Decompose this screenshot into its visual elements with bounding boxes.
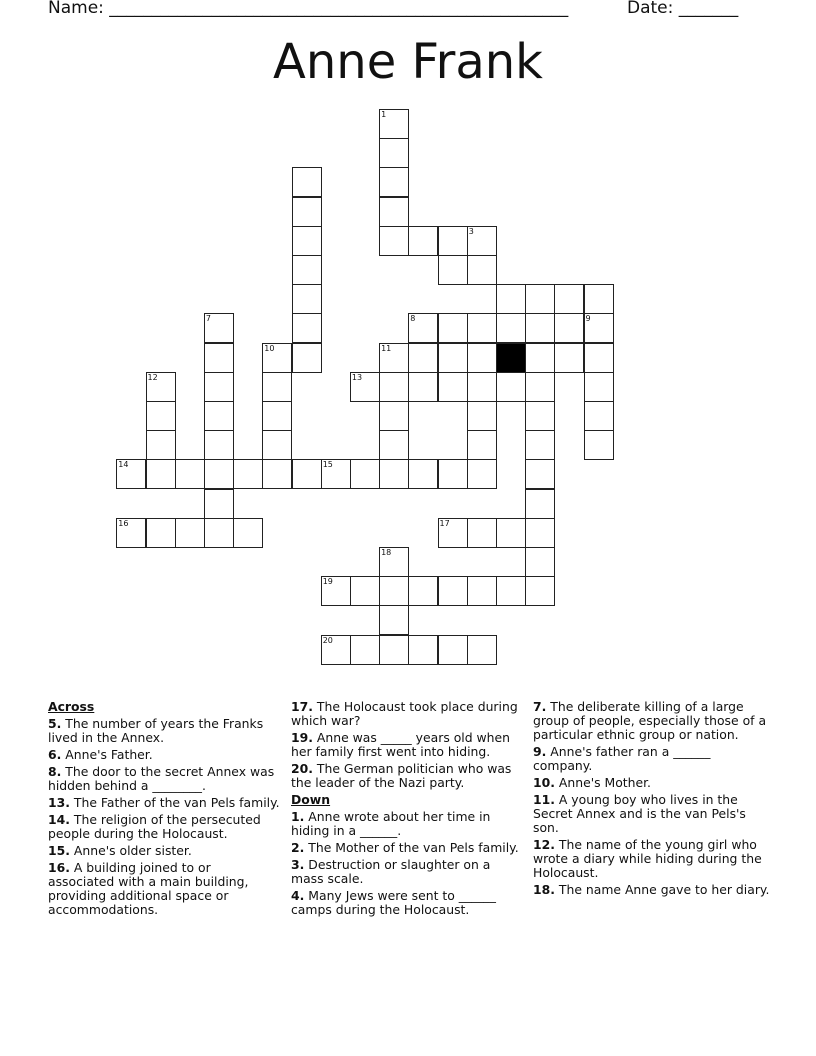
grid-cell[interactable] xyxy=(292,255,322,285)
grid-cell[interactable] xyxy=(467,255,497,285)
grid-cell[interactable] xyxy=(438,518,468,548)
grid-cell[interactable] xyxy=(321,576,351,606)
grid-cell[interactable] xyxy=(146,518,176,548)
clue-item xyxy=(533,793,773,835)
grid-cell[interactable] xyxy=(262,343,292,373)
date-field-label: Date: _______ xyxy=(627,0,739,18)
grid-cell[interactable] xyxy=(467,226,497,256)
clue-text: The door to the secret Annex was hidden behind a ________. xyxy=(48,764,275,793)
down-heading: Down xyxy=(291,792,331,807)
grid-cell[interactable] xyxy=(496,372,526,402)
grid-cell[interactable] xyxy=(379,605,409,635)
clue-number: 6. xyxy=(48,747,62,762)
clue-number-7: 7 xyxy=(205,314,211,324)
grid-cell[interactable] xyxy=(584,284,614,314)
grid-cell[interactable] xyxy=(467,343,497,373)
clue-number: 15. xyxy=(48,843,70,858)
clue-item xyxy=(48,813,280,841)
clue-item xyxy=(291,889,523,917)
clue-text: Destruction or slaughter on a mass scale. xyxy=(291,857,491,886)
grid-cell[interactable] xyxy=(116,459,146,489)
clue-number-11: 11 xyxy=(381,343,392,353)
clue-number-17: 17 xyxy=(439,518,450,528)
grid-cell[interactable] xyxy=(233,459,263,489)
grid-cell[interactable] xyxy=(146,430,176,460)
grid-cell[interactable] xyxy=(408,343,438,373)
grid-cell[interactable] xyxy=(292,197,322,227)
clue-number-12: 12 xyxy=(147,372,158,382)
clue-item xyxy=(291,731,523,759)
clue-number: 18. xyxy=(533,882,555,897)
grid-cell[interactable] xyxy=(525,518,555,548)
clue-item xyxy=(48,796,280,810)
grid-cell[interactable] xyxy=(292,284,322,314)
clue-number-20: 20 xyxy=(322,635,333,645)
clue-number: 8. xyxy=(48,764,62,779)
clue-number-16: 16 xyxy=(118,518,129,528)
clue-number-8: 8 xyxy=(410,314,416,324)
grid-cell[interactable] xyxy=(467,430,497,460)
grid-cell[interactable] xyxy=(146,401,176,431)
clue-number: 7. xyxy=(533,699,547,714)
clue-item xyxy=(291,841,523,855)
clue-text: A young boy who lives in the Secret Annex and is the van Pels's son. xyxy=(533,792,746,835)
grid-cell[interactable] xyxy=(525,343,555,373)
clues-column-2 xyxy=(291,700,523,920)
grid-cell[interactable] xyxy=(262,401,292,431)
grid-cell[interactable] xyxy=(350,372,380,402)
clue-number: 17. xyxy=(291,699,313,714)
grid-cell[interactable] xyxy=(467,459,497,489)
name-field-label: Name: ______________________________________________________ xyxy=(48,0,569,18)
grid-cell[interactable] xyxy=(379,138,409,168)
grid-cell[interactable] xyxy=(204,343,234,373)
grid-cell[interactable] xyxy=(379,635,409,665)
grid-cell[interactable] xyxy=(292,459,322,489)
clue-number: 3. xyxy=(291,857,305,872)
grid-cell[interactable] xyxy=(525,401,555,431)
grid-cell[interactable] xyxy=(438,343,468,373)
clue-text: A building joined to or associated with a main building, providing additional space or accommodations. xyxy=(48,860,249,917)
grid-cell[interactable] xyxy=(379,576,409,606)
page-title: Anne Frank xyxy=(273,34,543,90)
grid-cell[interactable] xyxy=(292,167,322,197)
clue-text: Anne wrote about her time in hiding in a ______. xyxy=(291,809,491,838)
grid-cell[interactable] xyxy=(379,430,409,460)
grid-cell[interactable] xyxy=(146,459,176,489)
down-clue-list xyxy=(291,810,523,917)
grid-cell[interactable] xyxy=(467,635,497,665)
clue-number: 11. xyxy=(533,792,555,807)
grid-cell[interactable] xyxy=(379,197,409,227)
grid-cell[interactable] xyxy=(379,401,409,431)
clue-text: Anne's Mother. xyxy=(554,775,651,790)
clue-text: Anne's father ran a ______ company. xyxy=(533,744,711,773)
grid-cell[interactable] xyxy=(146,372,176,402)
grid-cell[interactable] xyxy=(379,459,409,489)
grid-cell[interactable] xyxy=(554,313,584,343)
clue-item xyxy=(533,776,773,790)
grid-cell[interactable] xyxy=(350,459,380,489)
clue-text: The religion of the persecuted people during the Holocaust. xyxy=(48,812,261,841)
clue-item xyxy=(533,745,773,773)
clue-number: 13. xyxy=(48,795,70,810)
grid-cell[interactable] xyxy=(467,313,497,343)
grid-cell[interactable] xyxy=(584,430,614,460)
clue-text: The deliberate killing of a large group of people, especially those of a particular ethnic group or nation. xyxy=(533,699,767,742)
grid-cell[interactable] xyxy=(204,372,234,402)
grid-cell[interactable] xyxy=(554,284,584,314)
clue-number-18: 18 xyxy=(381,548,392,557)
grid-cell[interactable] xyxy=(525,313,555,343)
clue-number-1: 1 xyxy=(381,110,387,119)
clue-text: The Holocaust took place during which war? xyxy=(291,699,518,728)
grid-cell[interactable] xyxy=(554,343,584,373)
grid-cell[interactable] xyxy=(467,518,497,548)
grid-cell[interactable] xyxy=(262,430,292,460)
grid-cell[interactable] xyxy=(350,635,380,665)
clue-number: 2. xyxy=(291,840,305,855)
clue-number: 4. xyxy=(291,888,305,903)
grid-cell[interactable] xyxy=(467,401,497,431)
grid-cell[interactable] xyxy=(438,372,468,402)
grid-cell[interactable] xyxy=(292,226,322,256)
grid-cell[interactable] xyxy=(408,313,438,343)
grid-cell[interactable] xyxy=(584,401,614,431)
clue-text: The Father of the van Pels family. xyxy=(69,795,280,810)
clue-number: 1. xyxy=(291,809,305,824)
grid-cell[interactable] xyxy=(350,576,380,606)
grid-cell[interactable] xyxy=(233,518,263,548)
grid-cell[interactable] xyxy=(204,518,234,548)
clue-text: The name Anne gave to her diary. xyxy=(554,882,770,897)
clue-number: 16. xyxy=(48,860,70,875)
grid-cell[interactable] xyxy=(584,343,614,373)
grid-cell[interactable] xyxy=(525,372,555,402)
grid-cell[interactable] xyxy=(321,635,351,665)
grid-cell[interactable] xyxy=(467,576,497,606)
clue-number: 12. xyxy=(533,837,555,852)
grid-cell[interactable] xyxy=(584,372,614,402)
grid-cell[interactable] xyxy=(262,459,292,489)
grid-cell[interactable] xyxy=(175,518,205,548)
grid-cell[interactable] xyxy=(379,343,409,373)
clue-item xyxy=(48,844,280,858)
clue-text: The Mother of the van Pels family. xyxy=(304,840,519,855)
grid-cell[interactable] xyxy=(379,226,409,256)
grid-cell[interactable] xyxy=(525,284,555,314)
grid-cell[interactable] xyxy=(496,313,526,343)
grid-cell[interactable] xyxy=(467,372,497,402)
clue-number-15: 15 xyxy=(322,460,333,470)
clue-number: 9. xyxy=(533,744,547,759)
grid-cell[interactable] xyxy=(408,635,438,665)
clues-column-1 xyxy=(48,700,280,920)
grid-cell[interactable] xyxy=(379,109,409,139)
clue-text: Many Jews were sent to ______ camps during the Holocaust. xyxy=(291,888,496,917)
grid-cell[interactable] xyxy=(496,518,526,548)
clue-text: Anne was _____ years old when her family first went into hiding. xyxy=(291,730,510,759)
grid-cell[interactable] xyxy=(204,459,234,489)
grid-cell[interactable] xyxy=(438,576,468,606)
clue-item xyxy=(48,748,280,762)
clue-number: 20. xyxy=(291,761,313,776)
clue-number: 10. xyxy=(533,775,555,790)
grid-cell[interactable] xyxy=(496,576,526,606)
clue-number-19: 19 xyxy=(322,577,333,587)
clue-item xyxy=(291,858,523,886)
clues-column-3 xyxy=(533,700,773,900)
grid-cell[interactable] xyxy=(292,313,322,343)
clue-text: The number of years the Franks lived in the Annex. xyxy=(48,716,264,745)
clue-number: 5. xyxy=(48,716,62,731)
grid-cell[interactable] xyxy=(408,459,438,489)
clue-text: Anne's Father. xyxy=(61,747,153,762)
clue-number-3: 3 xyxy=(468,226,474,236)
grid-cell[interactable] xyxy=(438,459,468,489)
across-heading: Across xyxy=(48,699,95,714)
clue-number: 14. xyxy=(48,812,70,827)
grid-cell[interactable] xyxy=(496,284,526,314)
grid-cell[interactable] xyxy=(408,372,438,402)
clue-item xyxy=(533,883,773,897)
grid-cell[interactable] xyxy=(204,401,234,431)
clue-item xyxy=(291,700,523,728)
grid-cell[interactable] xyxy=(438,313,468,343)
blocked-cell xyxy=(496,343,526,373)
grid-cell[interactable] xyxy=(204,489,234,519)
grid-cell[interactable] xyxy=(262,372,292,402)
across-clue-list xyxy=(48,717,280,917)
clue-text: The German politician who was the leader of the Nazi party. xyxy=(291,761,512,790)
clue-item xyxy=(291,810,523,838)
clue-number-13: 13 xyxy=(351,372,363,382)
grid-cell[interactable] xyxy=(525,459,555,489)
clue-item xyxy=(533,700,773,742)
clue-item xyxy=(48,765,280,793)
grid-cell[interactable] xyxy=(525,430,555,460)
clue-item xyxy=(48,717,280,745)
grid-cell[interactable] xyxy=(321,459,351,489)
clue-number-14: 14 xyxy=(118,460,129,470)
clue-number: 19. xyxy=(291,730,313,745)
grid-cell[interactable] xyxy=(525,576,555,606)
clue-text: Anne's older sister. xyxy=(69,843,192,858)
grid-cell[interactable] xyxy=(438,226,468,256)
grid-cell[interactable] xyxy=(379,372,409,402)
across-clue-list-continued xyxy=(291,700,523,790)
grid-cell[interactable] xyxy=(438,635,468,665)
clue-number-10: 10 xyxy=(264,343,275,353)
clue-item xyxy=(48,861,280,917)
clue-item xyxy=(291,762,523,790)
grid-cell[interactable] xyxy=(584,313,614,343)
grid-cell[interactable] xyxy=(525,547,555,577)
clue-item xyxy=(533,838,773,880)
grid-cell[interactable] xyxy=(116,518,146,548)
grid-cell[interactable] xyxy=(292,343,322,373)
grid-cell[interactable] xyxy=(379,167,409,197)
grid-cell[interactable] xyxy=(408,576,438,606)
clue-text: The name of the young girl who wrote a diary while hiding during the Holocaust. xyxy=(533,837,762,880)
clue-number-9: 9 xyxy=(585,314,591,324)
grid-cell[interactable] xyxy=(204,430,234,460)
down-clue-list-continued xyxy=(533,700,773,897)
grid-cell[interactable] xyxy=(204,313,234,343)
grid-cell[interactable] xyxy=(379,547,409,577)
grid-cell[interactable] xyxy=(408,226,438,256)
grid-cell[interactable] xyxy=(438,255,468,285)
grid-cell[interactable] xyxy=(175,459,205,489)
grid-cell[interactable] xyxy=(525,489,555,519)
